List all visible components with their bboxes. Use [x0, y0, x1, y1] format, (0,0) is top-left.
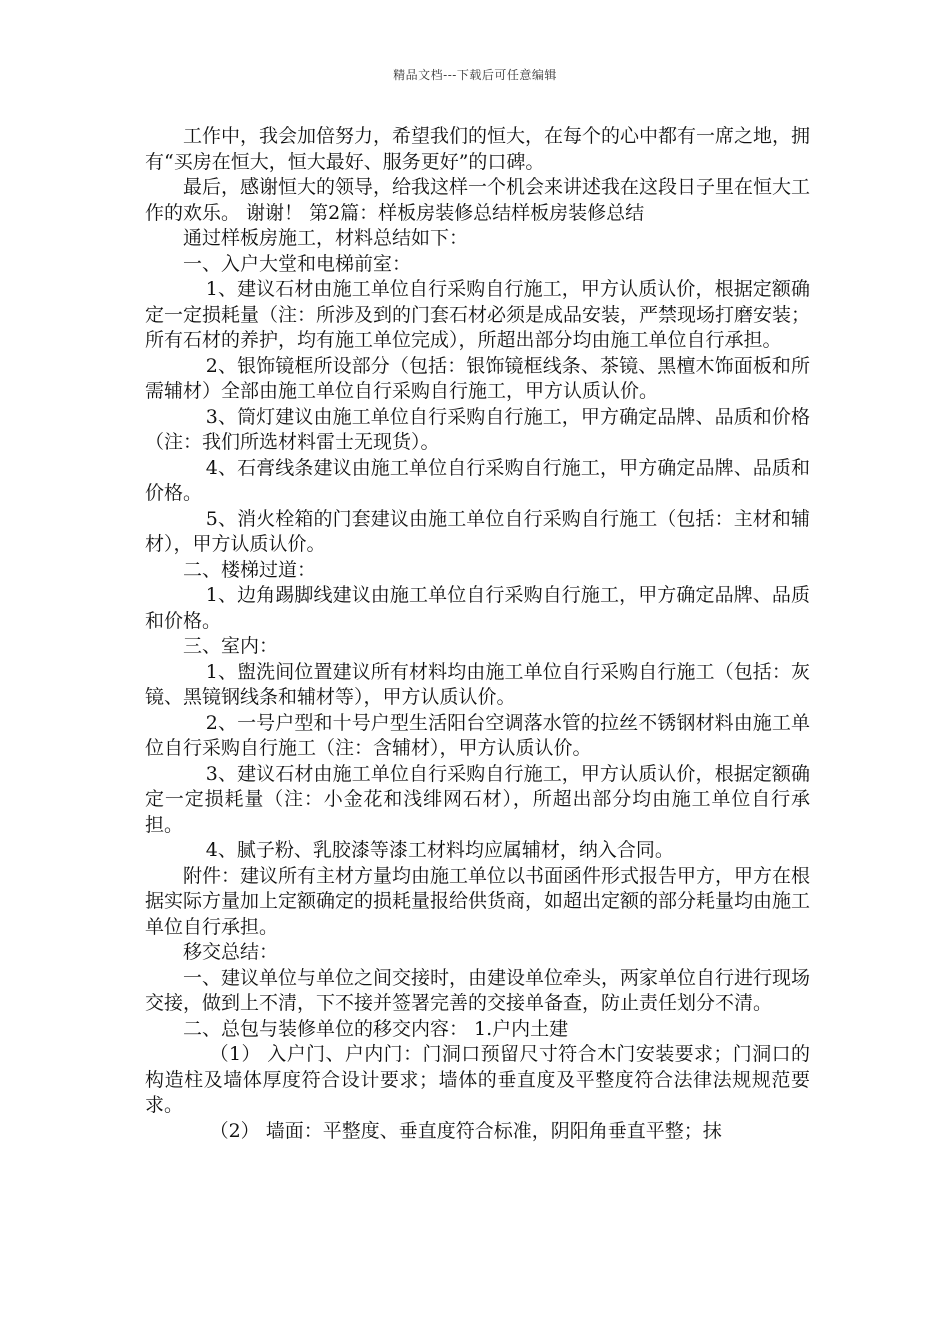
- list-item: 1、边角踢脚线建议由施工单位自行采购自行施工，甲方确定品牌、品质和价格。: [145, 584, 810, 632]
- list-item: 1、盥洗间位置建议所有材料均由施工单位自行采购自行施工（包括：灰镜、黑镜钢线条和辅材等），甲方认质认价。: [145, 660, 810, 708]
- list-item: 5、消火栓箱的门套建议由施工单位自行采购自行施工（包括：主材和辅材），甲方认质认价。: [145, 507, 810, 555]
- header-note: 精品文档---下载后可任意编辑: [393, 68, 557, 82]
- list-item: 1、建议石材由施工单位自行采购自行施工，甲方认质认价，根据定额确定一定损耗量（注：所涉及到的门套石材必须是成品安装，严禁现场打磨安装；所有石材的养护，均有施工单位完成），所超出部分均由施工单位自行承担。: [145, 278, 811, 351]
- list-item: 3、筒灯建议由施工单位自行采购自行施工，甲方确定品牌、品质和价格（注：我们所选材料雷士无现货）。: [145, 405, 810, 453]
- list-item: 2、一号户型和十号户型生活阳台空调落水管的拉丝不锈钢材料由施工单位自行采购自行施工（注：含辅材），甲方认质认价。: [145, 711, 810, 759]
- section-heading: 三、室内：: [183, 635, 279, 657]
- section-heading: 二、楼梯过道：: [183, 558, 317, 581]
- list-item: （2） 墙面：平整度、垂直度符合标准，阴阳角垂直平整；抹: [209, 1119, 722, 1142]
- section-heading: 一、入户大堂和电梯前室：: [183, 252, 412, 275]
- paragraph: 工作中，我会加倍努力，希望我们的恒大，在每个的心中都有一席之地，拥有“买房在恒大，恒大最好、服务更好”的口碑。: [145, 125, 811, 173]
- document-body: [145, 124, 810, 1144]
- list-item: （1） 入户门、户内门：门洞口预留尺寸符合木门安装要求；门洞口的构造柱及墙体厚度符合设计要求；墙体的垂直度及平整度符合法律法规规范要求。: [145, 1043, 810, 1116]
- section-heading: 移交总结：: [183, 941, 279, 963]
- paragraph: 二、总包与装修单位的移交内容： 1.户内土建: [183, 1017, 569, 1040]
- list-item: 2、银饰镜框所设部分（包括：银饰镜框线条、茶镜、黑檀木饰面板和所需辅材）全部由施工单位自行采购自行施工，甲方认质认价。: [145, 354, 810, 402]
- paragraph: 最后，感谢恒大的领导，给我这样一个机会来讲述我在这段日子里在恒大工作的欢乐。 谢谢！ 第2篇：样板房装修总结样板房装修总结: [145, 176, 811, 224]
- list-item: 4、腻子粉、乳胶漆等漆工材料均应属辅材，纳入合同。: [205, 839, 674, 861]
- paragraph: 附件：建议所有主材方量均由施工单位以书面函件形式报告甲方，甲方在根据实际方量加上定额确定的损耗量报给供货商，如超出定额的部分耗量均由施工单位自行承担。: [145, 864, 811, 938]
- list-item: 3、建议石材由施工单位自行采购自行施工，甲方认质认价，根据定额确定一定损耗量（注：小金花和浅绯网石材），所超出部分均由施工单位自行承担。: [145, 762, 810, 836]
- list-item: 4、石膏线条建议由施工单位自行采购自行施工，甲方确定品牌、品质和价格。: [145, 456, 810, 504]
- paragraph: 通过样板房施工，材料总结如下：: [183, 227, 469, 249]
- paragraph: 一、建议单位与单位之间交接时，由建设单位牵头，两家单位自行进行现场交接，做到上不清，下不接并签署完善的交接单备查，防止责任划分不清。: [145, 966, 811, 1014]
